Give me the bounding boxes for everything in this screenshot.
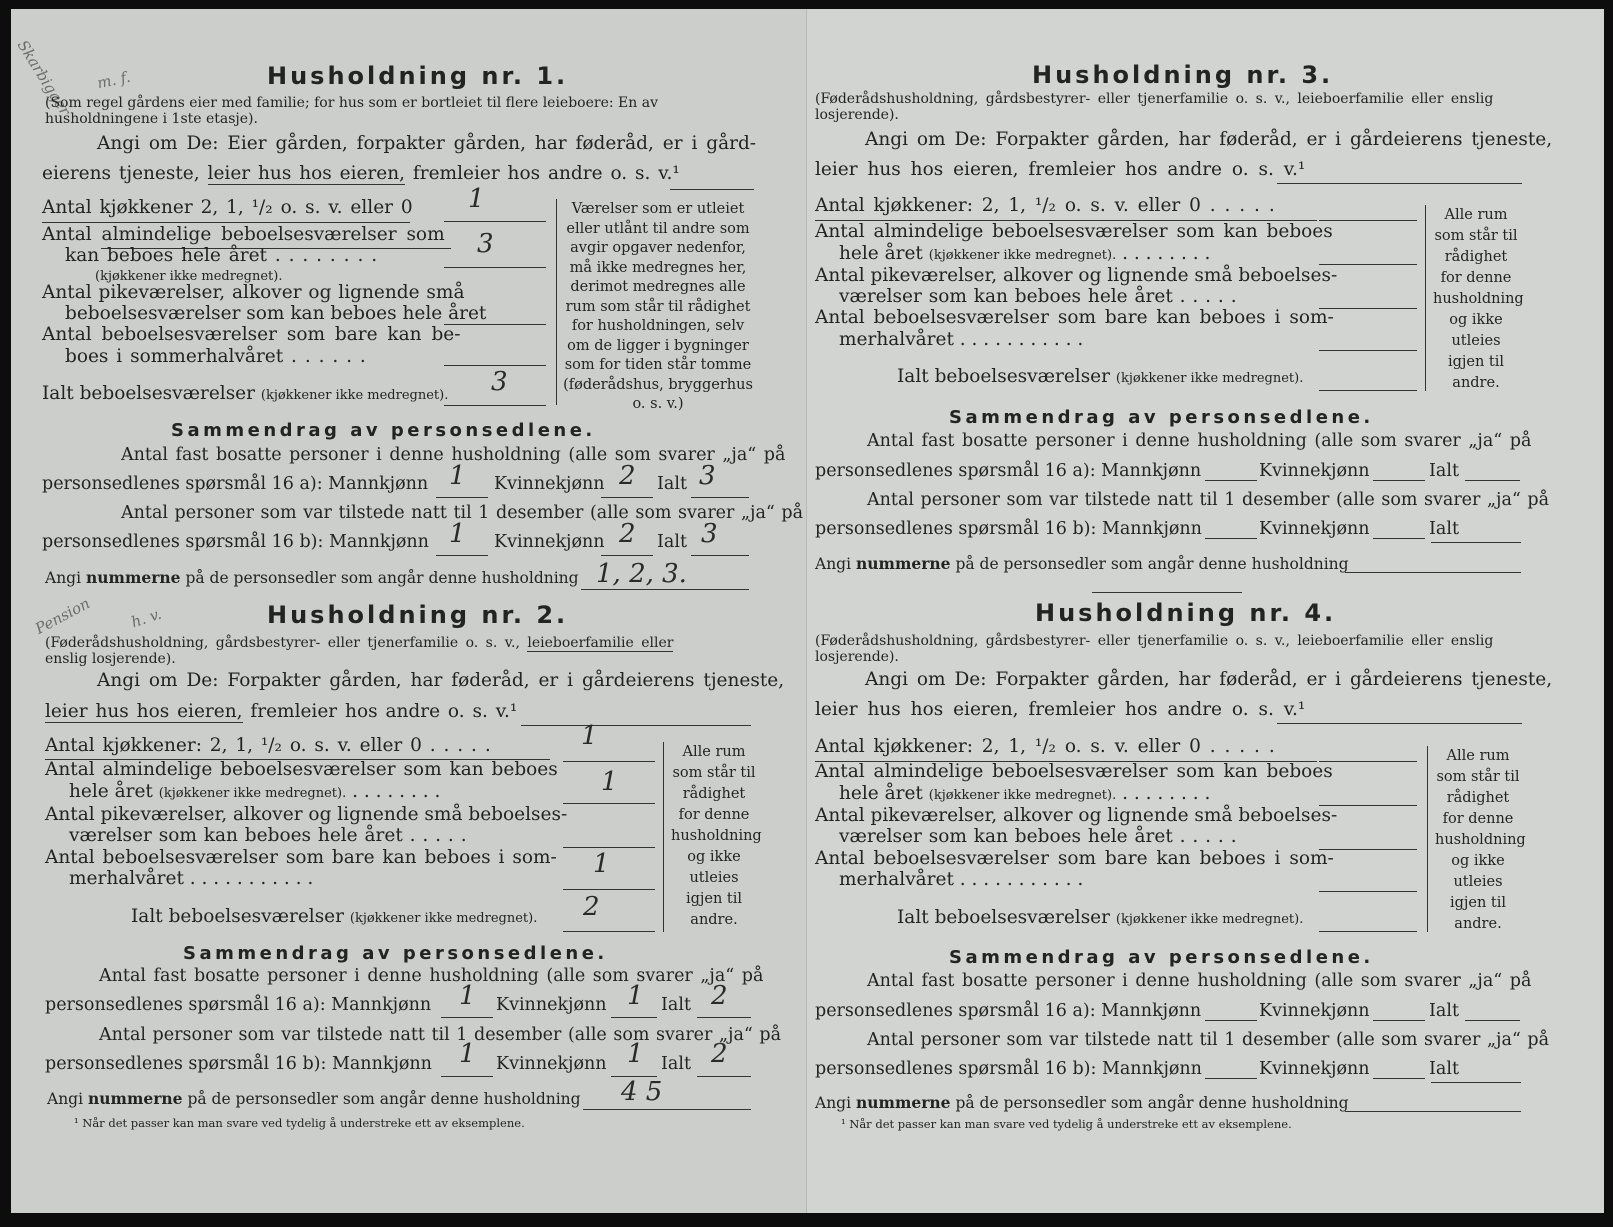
row-summer-2: boes i sommerhalvåret . . . . . . xyxy=(65,346,366,367)
section-title: Husholdning nr. 1. xyxy=(267,62,569,90)
value-total-a: 3 xyxy=(699,461,716,491)
row-total-label: Ialt beboelsesværelser xyxy=(897,907,1110,928)
label-female: Kvinnekjønn xyxy=(1259,1001,1370,1021)
answer-line xyxy=(1373,1078,1425,1079)
value-male: 1 xyxy=(449,519,466,549)
summary-line-a xyxy=(42,474,428,494)
answer-line xyxy=(444,405,546,406)
row-rooms-note: (kjøkkener ikke medregnet). xyxy=(158,786,347,801)
angi-line: Angi om De: Forpakter gården, har føderåd, er i gårdeierens tjeneste, xyxy=(865,129,1553,150)
value-male: 1 xyxy=(459,1039,476,1069)
label-total: Ialt xyxy=(657,532,687,552)
side-note: Værelser som er utleiet eller utlånt til andre som avgir opgaver nedenfor, må ikke medregnes her, derimot medregnes alle rum som står til rådighet for husholdningen, selv om de ligger i bygninger som for tiden står tomme (føderådshus, bryggerhus o. s. v.) xyxy=(563,201,753,412)
label-male: personsedlenes spørsmål 16 b): Mannkjønn xyxy=(45,1054,432,1074)
note-underlined: leieboerfamilie eller xyxy=(527,635,674,651)
answer-line xyxy=(1319,891,1417,892)
answer-line xyxy=(1373,538,1425,539)
angi-line: leier hus hos eieren, fremleier hos andre o. s. v.¹ xyxy=(815,159,1306,180)
answer-line xyxy=(441,1017,493,1018)
note-text: (Føderådshusholdning, gårdsbestyrer- eller tjenerfamilie o. s. v., xyxy=(45,635,520,651)
row-rooms-label: hele året xyxy=(839,243,923,264)
label-male: personsedlenes spørsmål 16 b): Mannkjønn xyxy=(815,1059,1202,1079)
row-total-label: Ialt beboelsesværelser xyxy=(131,906,344,927)
answer-line xyxy=(1205,1078,1257,1079)
label-total: Ialt xyxy=(661,1054,691,1074)
angi-line: Angi om De: Eier gården, forpakter gården, har føderåd, er i gård- xyxy=(97,133,757,154)
answer-line xyxy=(1205,538,1257,539)
answer-line xyxy=(1319,931,1417,932)
row-kitchens: Antal kjøkkener: 2, 1, ¹/₂ o. s. v. eller 0 . . . . . xyxy=(815,195,1275,216)
label-female: Kvinnekjønn xyxy=(496,1054,607,1074)
value-female: 1 xyxy=(627,1039,644,1069)
answer-line xyxy=(601,555,653,556)
numbers-line xyxy=(815,1093,1349,1112)
numbers-keyword: nummerne xyxy=(856,554,951,573)
numbers-line xyxy=(47,1089,581,1108)
label-female: Kvinnekjønn xyxy=(494,474,605,494)
row-rooms-label: hele året xyxy=(69,781,153,802)
answer-line xyxy=(1465,480,1520,481)
row-rooms-label: hele året xyxy=(839,783,923,804)
value-summer: 1 xyxy=(593,849,610,879)
row-kitchens: Antal kjøkkener 2, 1, ¹/₂ o. s. v. eller 0 xyxy=(42,197,413,218)
label-total: Ialt xyxy=(1429,461,1459,481)
angi-line xyxy=(45,701,517,722)
answer-line xyxy=(1319,761,1417,762)
numbers-keyword: nummerne xyxy=(86,568,181,587)
answer-line xyxy=(691,555,749,556)
answer-line xyxy=(563,889,655,890)
option-underlined: leier hus hos eieren, xyxy=(207,163,406,184)
summary-line: Antal personer som var tilstede natt til 1 desember (alle som svarer „ja“ på xyxy=(867,1030,1550,1050)
row-total xyxy=(897,907,1303,928)
value-female: 2 xyxy=(619,461,636,491)
answer-line xyxy=(1277,723,1522,724)
section-title: Husholdning nr. 4. xyxy=(1035,599,1337,627)
row-rooms-2: hele året (kjøkkener ikke medregnet). . . . . . . . . xyxy=(839,783,1211,804)
answer-line xyxy=(436,497,488,498)
answer-line xyxy=(563,803,655,804)
answer-line xyxy=(444,221,546,222)
answer-line xyxy=(601,497,653,498)
answer-line xyxy=(1319,350,1417,351)
answer-line xyxy=(563,931,655,932)
side-note: Alle rum som står til rådighet for denne husholdning og ikke utleies igjen til andre. xyxy=(1433,207,1524,391)
value-numbers: 1, 2, 3. xyxy=(596,559,687,589)
numbers-label: på de personsedler som angår denne husholdning xyxy=(185,569,579,587)
angi-line: Angi om De: Forpakter gården, har føderåd, er i gårdeierens tjeneste, xyxy=(865,669,1553,690)
answer-line xyxy=(1319,220,1417,221)
row-kitchens: Antal kjøkkener: 2, 1, ¹/₂ o. s. v. eller 0 . . . . . xyxy=(815,736,1275,757)
answer-line xyxy=(691,497,749,498)
row-small-rooms-2: værelser som kan beboes hele året . . . . . xyxy=(69,825,467,846)
value-kitchens: 1 xyxy=(581,721,598,751)
section-note: (Føderådshusholdning, gårdsbestyrer- eller tjenerfamilie o. s. v., leieboerfamilie eller enslig losjerende). xyxy=(815,633,1494,665)
summary-line: Antal personer som var tilstede natt til 1 desember (alle som svarer „ja“ på xyxy=(867,490,1550,510)
side-note: Alle rum som står til rådighet for denne husholdning og ikke utleies igjen til andre. xyxy=(1435,748,1526,932)
row-kitchens: Antal kjøkkener: 2, 1, ¹/₂ o. s. v. eller 0 . . . . . xyxy=(45,735,491,756)
summary-title: Sammendrag av personsedlene. xyxy=(949,947,1374,968)
value-male: 1 xyxy=(459,981,476,1011)
row-small-rooms-2: værelser som kan beboes hele året . . . . . xyxy=(839,826,1237,847)
numbers-line xyxy=(45,568,579,587)
pencil-annotation: m. f. xyxy=(95,67,133,93)
angi-line xyxy=(42,163,680,184)
section-note-2: enslig losjerende). xyxy=(45,651,176,667)
label-female: Kvinnekjønn xyxy=(1259,519,1370,539)
label-male: personsedlenes spørsmål 16 a): Mannkjønn xyxy=(42,474,429,494)
row-summer: Antal beboelsesværelser som bare kan be- xyxy=(42,324,461,345)
row-total xyxy=(897,366,1303,387)
numbers-label: Angi xyxy=(47,1090,84,1108)
answer-line xyxy=(444,267,546,268)
answer-line xyxy=(1205,480,1257,481)
value-numbers: 4 5 xyxy=(621,1077,663,1107)
value-rooms: 3 xyxy=(477,229,494,259)
answer-line xyxy=(436,555,488,556)
summary-title: Sammendrag av personsedlene. xyxy=(171,420,596,441)
underline xyxy=(42,222,410,223)
row-small-rooms: Antal pikeværelser, alkover og lignende små xyxy=(42,282,465,303)
label-female: Kvinnekjønn xyxy=(1259,1059,1370,1079)
summary-title: Sammendrag av personsedlene. xyxy=(183,943,608,964)
numbers-label: på de personsedler som angår denne husholdning xyxy=(187,1090,581,1108)
row-summer-2: merhalvåret . . . . . . . . . . . xyxy=(839,869,1084,890)
answer-line xyxy=(563,761,655,762)
label-total: Ialt xyxy=(1429,519,1459,539)
value-kitchens: 1 xyxy=(468,184,485,214)
row-rooms-2: hele året (kjøkkener ikke medregnet). . . . . . . . . xyxy=(69,781,441,802)
row-small-rooms-2: beboelsesværelser som kan beboes hele året xyxy=(65,303,487,324)
answer-line xyxy=(521,725,751,726)
row-total xyxy=(42,383,448,404)
option: fremleier hos andre o. s. v.¹ xyxy=(412,163,680,184)
option-underlined: leier hus hos eieren, xyxy=(45,701,243,722)
row-total-label: Ialt beboelsesværelser xyxy=(42,383,255,404)
value-male: 1 xyxy=(449,461,466,491)
answer-line xyxy=(444,365,546,366)
label-total: Ialt xyxy=(657,474,687,494)
option: fremleier hos andre o. s. v.¹ xyxy=(250,701,518,722)
value-total-b: 3 xyxy=(701,519,718,549)
answer-line xyxy=(583,1109,751,1110)
summary-line: Antal personer som var tilstede natt til 1 desember (alle som svarer „ja“ på xyxy=(121,503,804,523)
left-page xyxy=(11,9,806,1213)
section-note: (Føderådshusholdning, gårdsbestyrer- eller tjenerfamilie o. s. v., leieboerfamilie eller enslig losjerende). xyxy=(815,91,1494,123)
answer-line xyxy=(1345,572,1521,573)
row-rooms-note: (kjøkkener ikke medregnet). xyxy=(928,788,1117,803)
numbers-label: på de personsedler som angår denne husholdning xyxy=(955,1094,1349,1112)
answer-line xyxy=(441,1076,493,1077)
row-small-rooms: Antal pikeværelser, alkover og lignende små beboelses- xyxy=(815,805,1338,826)
row-rooms: Antal almindelige beboelsesværelser som kan beboes xyxy=(815,221,1333,242)
row-summer-2: merhalvåret . . . . . . . . . . . xyxy=(69,868,314,889)
answer-line xyxy=(563,847,655,848)
row-total-note: (kjøkkener ikke medregnet). xyxy=(349,911,538,926)
row-rooms: Antal almindelige beboelsesværelser som kan beboes xyxy=(815,761,1333,782)
answer-line xyxy=(1205,1020,1257,1021)
value-total-b: 2 xyxy=(711,1039,728,1069)
pencil-annotation: h. v. xyxy=(128,604,164,632)
row-rooms-note: (kjøkkener ikke medregnet). xyxy=(95,269,283,284)
row-total xyxy=(131,906,537,927)
option: eierens tjeneste, xyxy=(42,163,200,184)
label-total: Ialt xyxy=(1429,1001,1459,1021)
numbers-keyword: nummerne xyxy=(856,1093,951,1112)
right-page xyxy=(806,9,1604,1213)
row-rooms: Antal almindelige beboelsesværelser som xyxy=(42,224,445,245)
answer-line xyxy=(697,1076,751,1077)
label-total: Ialt xyxy=(661,995,691,1015)
answer-line xyxy=(697,1017,751,1018)
label-male: personsedlenes spørsmål 16 a): Mannkjønn xyxy=(815,1001,1202,1021)
row-summer: Antal beboelsesværelser som bare kan beboes i som- xyxy=(815,307,1334,328)
summary-line: Antal fast bosatte personer i denne husholdning (alle som svarer „ja“ på xyxy=(867,971,1532,991)
label-male: personsedlenes spørsmål 16 b): Mannkjønn xyxy=(42,532,429,552)
summary-line: Antal fast bosatte personer i denne husholdning (alle som svarer „ja“ på xyxy=(867,431,1532,451)
footnote: ¹ Når det passer kan man svare ved tydelig å understreke ett av eksemplene. xyxy=(841,1117,1292,1131)
numbers-label: Angi xyxy=(815,1094,852,1112)
numbers-label: på de personsedler som angår denne husholdning xyxy=(955,555,1349,573)
footnote: ¹ Når det passer kan man svare ved tydelig å understreke ett av eksemplene. xyxy=(74,1116,525,1130)
row-summer: Antal beboelsesværelser som bare kan beboes i som- xyxy=(815,848,1334,869)
row-rooms: Antal almindelige beboelsesværelser som kan beboes xyxy=(45,759,558,780)
row-summer: Antal beboelsesværelser som bare kan beboes i som- xyxy=(45,847,557,868)
answer-line xyxy=(1431,1082,1521,1083)
answer-line xyxy=(1465,1020,1520,1021)
divider xyxy=(1092,592,1242,593)
label-male: personsedlenes spørsmål 16 b): Mannkjønn xyxy=(815,519,1202,539)
answer-line xyxy=(581,589,749,590)
numbers-keyword: nummerne xyxy=(88,1089,183,1108)
row-total-note: (kjøkkener ikke medregnet). xyxy=(1115,912,1304,927)
summary-title: Sammendrag av personsedlene. xyxy=(949,407,1374,428)
row-rooms-note: (kjøkkener ikke medregnet). xyxy=(928,248,1117,263)
summary-line: Antal fast bosatte personer i denne husholdning (alle som svarer „ja“ på xyxy=(121,445,786,465)
row-small-rooms-2: værelser som kan beboes hele året . . . . . xyxy=(839,286,1237,307)
row-total-note: (kjøkkener ikke medregnet). xyxy=(1115,371,1304,386)
answer-line xyxy=(611,1017,657,1018)
section-title: Husholdning nr. 2. xyxy=(267,601,569,629)
answer-line xyxy=(1373,480,1425,481)
value-rooms: 1 xyxy=(601,767,618,797)
value-female: 1 xyxy=(627,981,644,1011)
section-note: (Som regel gårdens eier med familie; for hus som er bortleiet til flere leieboere: En av husholdningene i 1ste etasje). xyxy=(45,95,658,127)
side-note: Alle rum som står til rådighet for denne husholdning og ikke utleies igjen til andre. xyxy=(671,744,762,928)
row-summer-2: merhalvåret . . . . . . . . . . . xyxy=(839,329,1084,350)
label-female: Kvinnekjønn xyxy=(1259,461,1370,481)
row-small-rooms: Antal pikeværelser, alkover og lignende små beboelses- xyxy=(45,804,568,825)
angi-line: Angi om De: Forpakter gården, har føderåd, er i gårdeierens tjeneste, xyxy=(97,670,785,691)
answer-line xyxy=(1431,542,1521,543)
label-male: personsedlenes spørsmål 16 a): Mannkjønn xyxy=(45,995,432,1015)
numbers-line xyxy=(815,554,1349,573)
value-total: 3 xyxy=(491,367,508,397)
row-total-note: (kjøkkener ikke medregnet). xyxy=(260,388,449,403)
label-female: Kvinnekjønn xyxy=(496,995,607,1015)
answer-line xyxy=(1319,390,1417,391)
row-small-rooms: Antal pikeværelser, alkover og lignende små beboelses- xyxy=(815,265,1338,286)
answer-line xyxy=(670,189,754,190)
answer-line xyxy=(1277,183,1522,184)
summary-line: Antal fast bosatte personer i denne husholdning (alle som svarer „ja“ på xyxy=(99,966,764,986)
pencil-annotation: Skarbigger xyxy=(13,37,75,119)
row-rooms-2: hele året (kjøkkener ikke medregnet). . . . . . . . . xyxy=(839,243,1211,264)
pencil-annotation: Pension xyxy=(32,594,93,638)
row-rooms-2: kan beboes hele året . . . . . . . . xyxy=(65,245,378,266)
row-total-label: Ialt beboelsesværelser xyxy=(897,366,1110,387)
section-note xyxy=(45,635,673,651)
summary-line: Antal personer som var tilstede natt til 1 desember (alle som svarer „ja“ på xyxy=(99,1025,782,1045)
numbers-label: Angi xyxy=(815,555,852,573)
angi-line: leier hus hos eieren, fremleier hos andre o. s. v.¹ xyxy=(815,699,1306,720)
label-total: Ialt xyxy=(1429,1059,1459,1079)
numbers-label: Angi xyxy=(45,569,82,587)
label-male: personsedlenes spørsmål 16 a): Mannkjønn xyxy=(815,461,1202,481)
label-female: Kvinnekjønn xyxy=(494,532,605,552)
answer-line xyxy=(1373,1020,1425,1021)
value-female: 2 xyxy=(619,519,636,549)
value-total: 2 xyxy=(583,892,600,922)
value-total-a: 2 xyxy=(711,981,728,1011)
answer-line xyxy=(1345,1111,1521,1112)
section-title: Husholdning nr. 3. xyxy=(1032,61,1334,89)
